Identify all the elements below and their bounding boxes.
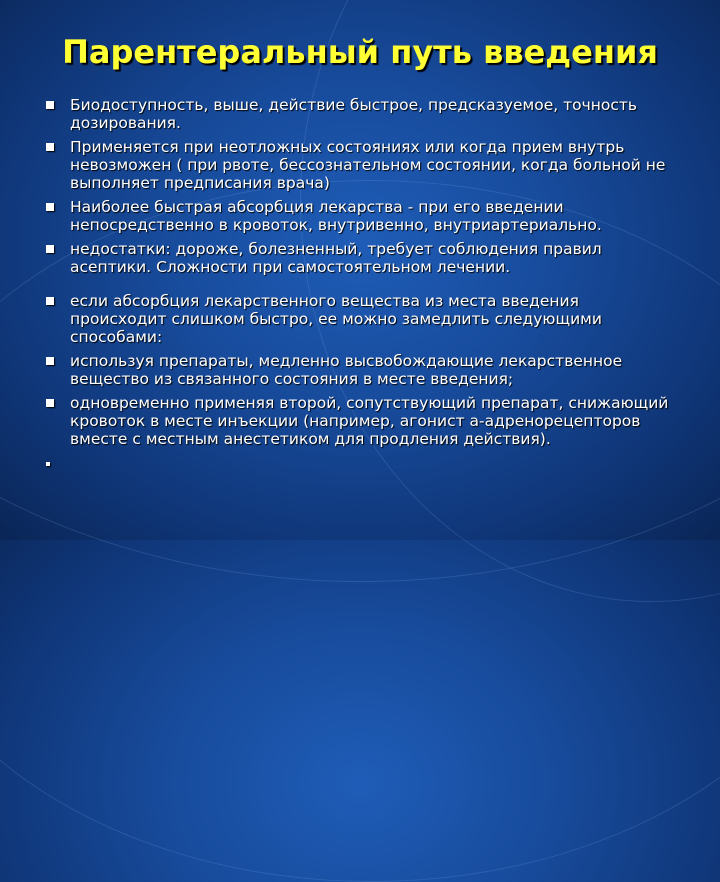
bullet-list [44, 96, 680, 454]
bullet-item [44, 240, 680, 276]
bullet-text: одновременно применяя второй, сопутствующий препарат, снижающий кровоток в месте инъекции (например, агонист а-адренорецепторов вместе с местным анестетиком для продления действия). [70, 394, 669, 448]
bullet-square-icon [46, 143, 54, 151]
bullet-square-icon [46, 462, 50, 466]
bullet-square-icon [46, 101, 54, 109]
bullet-item [44, 352, 680, 388]
bullet-text: Наиболее быстрая абсорбция лекарства - при его введении непосредственно в кровоток, внутривенно, внутриартериально. [70, 198, 602, 234]
bullet-item [44, 138, 680, 192]
bullet-item [44, 198, 680, 234]
slide-title: Парентеральный путь введения [62, 33, 658, 71]
bullet-text: если абсорбция лекарственного вещества из места введения происходит слишком быстро, ее можно замедлить следующими способами: [70, 292, 602, 346]
bullet-item [44, 394, 680, 448]
bullet-square-icon [46, 203, 54, 211]
bullet-square-icon [46, 245, 54, 253]
bullet-text: Биодоступность, выше, действие быстрое, предсказуемое, точность дозирования. [70, 96, 638, 132]
bullet-square-icon [46, 357, 54, 365]
bullet-text: используя препараты, медленно высвобождающие лекарственное вещество из связанного состояния в месте введения; [70, 352, 623, 388]
bullet-text: Применяется при неотложных состояниях или когда прием внутрь невозможен ( при рвоте, бессознательном состоянии, когда больной не выполняет предписания врача) [70, 138, 666, 192]
bullet-text: недостатки: дороже, болезненный, требует соблюдения правил асептики. Сложности при самостоятельном лечении. [70, 240, 602, 276]
bullet-square-icon [46, 297, 54, 305]
bullet-item [44, 96, 680, 132]
bullet-item [44, 292, 680, 346]
bullet-square-icon [46, 399, 54, 407]
